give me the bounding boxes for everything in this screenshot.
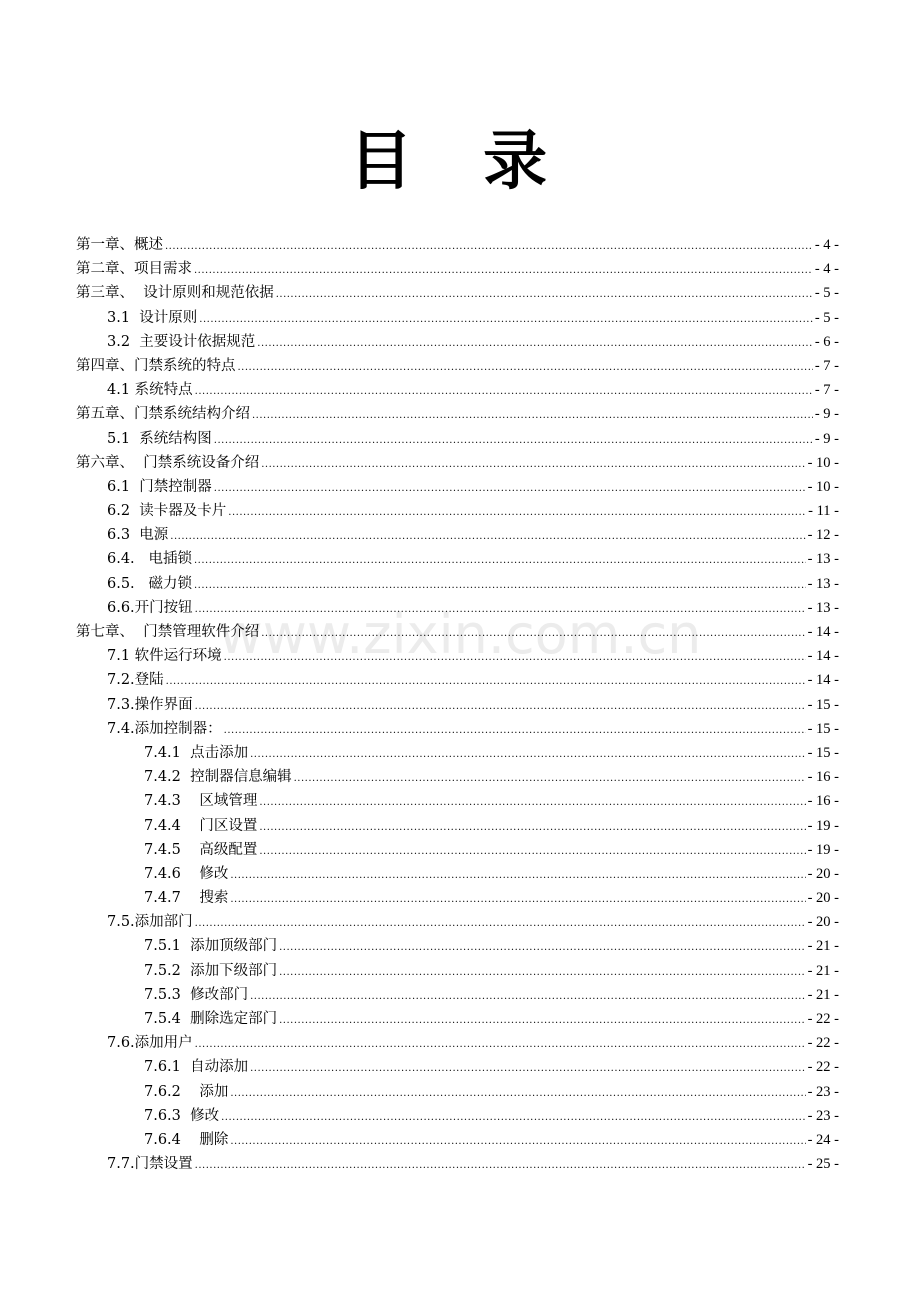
toc-entry[interactable] xyxy=(76,523,839,547)
toc-entry-label: 第二章、项目需求 xyxy=(76,261,192,278)
toc-entry-label: 6.6.开门按钮 xyxy=(107,599,193,616)
toc-leader-dots xyxy=(250,985,805,1009)
toc-entry-label: 7.4.7 搜索 xyxy=(144,890,229,907)
toc-leader-dots xyxy=(279,936,805,960)
toc-entry-label: 第四章、门禁系统的特点 xyxy=(76,357,236,374)
toc-leader-dots xyxy=(214,477,806,501)
toc-entry[interactable] xyxy=(76,306,839,330)
toc-leader-dots xyxy=(250,1057,805,1081)
toc-entry-label: 6.5. 磁力锁 xyxy=(107,575,192,592)
toc-entry[interactable] xyxy=(76,1007,839,1031)
toc-entry-page: - 20 - xyxy=(807,890,839,907)
toc-entry-label: 7.4.添加控制器： xyxy=(107,720,222,737)
toc-entry-label: 7.4.4 门区设置 xyxy=(144,817,258,834)
toc-entry-label: 7.6.添加用户 xyxy=(107,1035,193,1052)
toc-entry[interactable] xyxy=(76,765,839,789)
toc-leader-dots xyxy=(195,1033,806,1057)
toc-leader-dots xyxy=(230,1130,805,1154)
toc-entry-label: 7.4.3 区域管理 xyxy=(144,793,258,810)
toc-entry-label: 7.5.1 添加顶级部门 xyxy=(144,938,278,955)
toc-entry-label: 6.1 门禁控制器 xyxy=(107,478,212,495)
toc-leader-dots xyxy=(214,429,813,453)
toc-entry-label: 7.5.4 删除选定部门 xyxy=(144,1011,278,1027)
toc-entry-page: - 21 - xyxy=(807,986,839,1003)
toc-entry-page: - 6 - xyxy=(814,333,839,350)
toc-entry[interactable] xyxy=(76,572,839,596)
toc-entry-label: 7.6.1 自动添加 xyxy=(144,1059,249,1076)
toc-entry-page: - 4 - xyxy=(814,237,839,253)
toc-entry-label: 第五章、门禁系统结构介绍 xyxy=(76,406,250,423)
toc-leader-dots xyxy=(238,356,813,380)
toc-entry-page: - 13 - xyxy=(807,551,839,568)
toc-leader-dots xyxy=(276,283,813,307)
toc-entry-page: - 9 - xyxy=(814,430,839,447)
toc-entry[interactable] xyxy=(76,886,839,910)
toc-entry-label: 第三章、 设计原则和规范依据 xyxy=(76,285,274,302)
toc-entry-label: 第六章、 门禁系统设备介绍 xyxy=(76,454,260,471)
toc-entry-label: 7.4.1 点击添加 xyxy=(144,744,249,761)
toc-leader-dots xyxy=(279,961,805,985)
toc-entry[interactable] xyxy=(76,838,839,862)
toc-leader-dots xyxy=(279,1009,805,1033)
toc-entry[interactable] xyxy=(76,862,839,886)
toc-entry-page: - 4 - xyxy=(814,261,839,278)
toc-entry-page: - 10 - xyxy=(807,454,839,471)
toc-entry-page: - 13 - xyxy=(807,599,839,616)
toc-leader-dots xyxy=(259,791,805,815)
toc-entry-page: - 24 - xyxy=(807,1131,839,1148)
toc-leader-dots xyxy=(252,404,813,428)
toc-leader-dots xyxy=(199,308,813,332)
page-title: 目 录 xyxy=(348,125,572,199)
toc-entry-label: 7.5.添加部门 xyxy=(107,914,193,931)
toc-entry-label: 7.2.登陆 xyxy=(107,672,164,689)
toc-leader-dots xyxy=(194,549,806,573)
toc-entry[interactable] xyxy=(76,257,839,281)
toc-leader-dots xyxy=(166,670,806,694)
toc-entry[interactable] xyxy=(76,910,839,934)
toc-leader-dots xyxy=(195,912,806,936)
toc-entry[interactable] xyxy=(76,1031,839,1055)
toc-entry[interactable] xyxy=(76,233,839,257)
toc-leader-dots xyxy=(230,1082,805,1106)
toc-entry[interactable] xyxy=(76,934,839,958)
toc-leader-dots xyxy=(294,767,806,791)
toc-entry[interactable] xyxy=(76,644,839,668)
toc-entry-page: - 23 - xyxy=(807,1107,839,1124)
toc-entry-label: 第一章、概述 xyxy=(76,237,163,253)
toc-entry[interactable] xyxy=(76,354,839,378)
toc-leader-dots xyxy=(259,840,805,864)
toc-entry[interactable] xyxy=(76,741,839,765)
toc-entry[interactable] xyxy=(76,717,839,741)
toc-leader-dots xyxy=(257,332,813,356)
toc-leader-dots xyxy=(224,646,806,670)
toc-entry[interactable] xyxy=(76,814,839,838)
toc-leader-dots xyxy=(195,598,806,622)
toc-entry-page: - 15 - xyxy=(807,744,839,761)
toc-entry-page: - 21 - xyxy=(807,962,839,979)
toc-leader-dots xyxy=(228,501,806,525)
toc-entry-label: 6.4. 电插锁 xyxy=(107,551,192,568)
toc-entry-page: - 21 - xyxy=(807,938,839,955)
toc-entry-page: - 16 - xyxy=(807,769,839,786)
toc-entry-label: 7.3.操作界面 xyxy=(107,696,193,713)
toc-entry-page: - 7 - xyxy=(814,357,839,374)
toc-entry[interactable] xyxy=(76,499,839,523)
toc-entry[interactable] xyxy=(76,330,839,354)
toc-entry-page: - 14 - xyxy=(807,672,839,689)
toc-leader-dots xyxy=(170,525,805,549)
toc-leader-dots xyxy=(250,743,805,767)
toc-entry[interactable] xyxy=(76,1080,839,1104)
toc-leader-dots xyxy=(224,719,806,743)
toc-entry-label: 3.1 设计原则 xyxy=(107,309,198,326)
toc-entry-label: 7.6.4 删除 xyxy=(144,1131,229,1148)
toc-entry-page: - 5 - xyxy=(814,285,839,302)
toc-entry-page: - 22 - xyxy=(807,1035,839,1052)
toc-entry-page: - 16 - xyxy=(807,793,839,810)
toc-entry-label: 6.3 电源 xyxy=(107,527,169,544)
toc-entry-label: 7.7.门禁设置 xyxy=(107,1156,193,1173)
toc-entry-page: - 19 - xyxy=(807,817,839,834)
toc-entry-page: - 14 - xyxy=(807,624,839,640)
toc-entry-page: - 13 - xyxy=(807,575,839,592)
toc-entry[interactable] xyxy=(76,281,839,305)
toc-entry[interactable] xyxy=(76,693,839,717)
toc-entry[interactable] xyxy=(76,620,839,644)
toc-entry-label: 7.5.3 修改部门 xyxy=(144,986,249,1003)
toc-entry-label: 6.2 读卡器及卡片 xyxy=(107,503,227,520)
toc-leader-dots xyxy=(259,816,805,840)
toc-entry-label: 4.1 系统特点 xyxy=(107,382,193,399)
toc-entry-label: 7.4.5 高级配置 xyxy=(144,841,258,858)
toc-entry[interactable] xyxy=(76,1152,839,1176)
toc-entry[interactable] xyxy=(76,1104,839,1128)
toc-entry[interactable] xyxy=(76,378,839,402)
toc-leader-dots xyxy=(261,453,805,477)
toc-entry-page: - 12 - xyxy=(807,527,839,544)
toc-leader-dots xyxy=(194,259,813,283)
toc-entry[interactable] xyxy=(76,427,839,451)
toc-entry-page: - 9 - xyxy=(814,406,839,423)
toc-leader-dots xyxy=(230,864,805,888)
toc-entry[interactable] xyxy=(76,1055,839,1079)
toc-entry[interactable] xyxy=(76,1128,839,1152)
toc-entry-label: 5.1 系统结构图 xyxy=(107,430,212,447)
toc-entry-page: - 23 - xyxy=(807,1083,839,1100)
toc-entry-page: - 20 - xyxy=(807,914,839,931)
toc-entry[interactable] xyxy=(76,451,839,475)
toc-leader-dots xyxy=(195,1154,806,1178)
watermark: www.zixin.com.cn xyxy=(218,603,702,666)
toc-leader-dots xyxy=(194,574,806,598)
toc-entry-page: - 10 - xyxy=(807,478,839,495)
toc-entry[interactable] xyxy=(76,668,839,692)
toc-leader-dots xyxy=(261,622,805,646)
toc-entry-page: - 14 - xyxy=(807,648,839,665)
toc-leader-dots xyxy=(195,695,806,719)
toc-entry[interactable] xyxy=(76,959,839,983)
toc-entry[interactable] xyxy=(76,475,839,499)
toc-entry-page: - 25 - xyxy=(807,1156,839,1173)
toc-entry-page: - 7 - xyxy=(814,382,839,399)
toc-leader-dots xyxy=(221,1106,805,1130)
toc-entry-page: - 11 - xyxy=(808,503,839,520)
toc-leader-dots xyxy=(165,235,813,259)
toc-entry-page: - 15 - xyxy=(807,696,839,713)
toc-entry-label: 3.2 主要设计依据规范 xyxy=(107,333,256,350)
toc-entry-page: - 5 - xyxy=(814,309,839,326)
toc-entry-label: 7.6.3 修改 xyxy=(144,1107,220,1124)
toc-entry-label: 7.6.2 添加 xyxy=(144,1083,229,1100)
toc-entry-page: - 15 - xyxy=(807,720,839,737)
toc-entry-label: 7.4.2 控制器信息编辑 xyxy=(144,769,292,786)
toc-entry[interactable] xyxy=(76,402,839,426)
table-of-contents xyxy=(76,233,839,1176)
toc-entry-label: 第七章、 门禁管理软件介绍 xyxy=(76,624,260,640)
toc-entry[interactable] xyxy=(76,789,839,813)
toc-entry[interactable] xyxy=(76,983,839,1007)
toc-entry-page: - 19 - xyxy=(807,841,839,858)
toc-entry-page: - 22 - xyxy=(807,1059,839,1076)
toc-leader-dots xyxy=(230,888,805,912)
toc-entry[interactable] xyxy=(76,596,839,620)
toc-entry-page: - 20 - xyxy=(807,865,839,882)
toc-entry-label: 7.1 软件运行环境 xyxy=(107,648,222,665)
toc-leader-dots xyxy=(195,380,813,404)
toc-entry-label: 7.4.6 修改 xyxy=(144,865,229,882)
toc-entry[interactable] xyxy=(76,547,839,571)
toc-entry-label: 7.5.2 添加下级部门 xyxy=(144,962,278,979)
toc-entry-page: - 22 - xyxy=(807,1011,839,1027)
